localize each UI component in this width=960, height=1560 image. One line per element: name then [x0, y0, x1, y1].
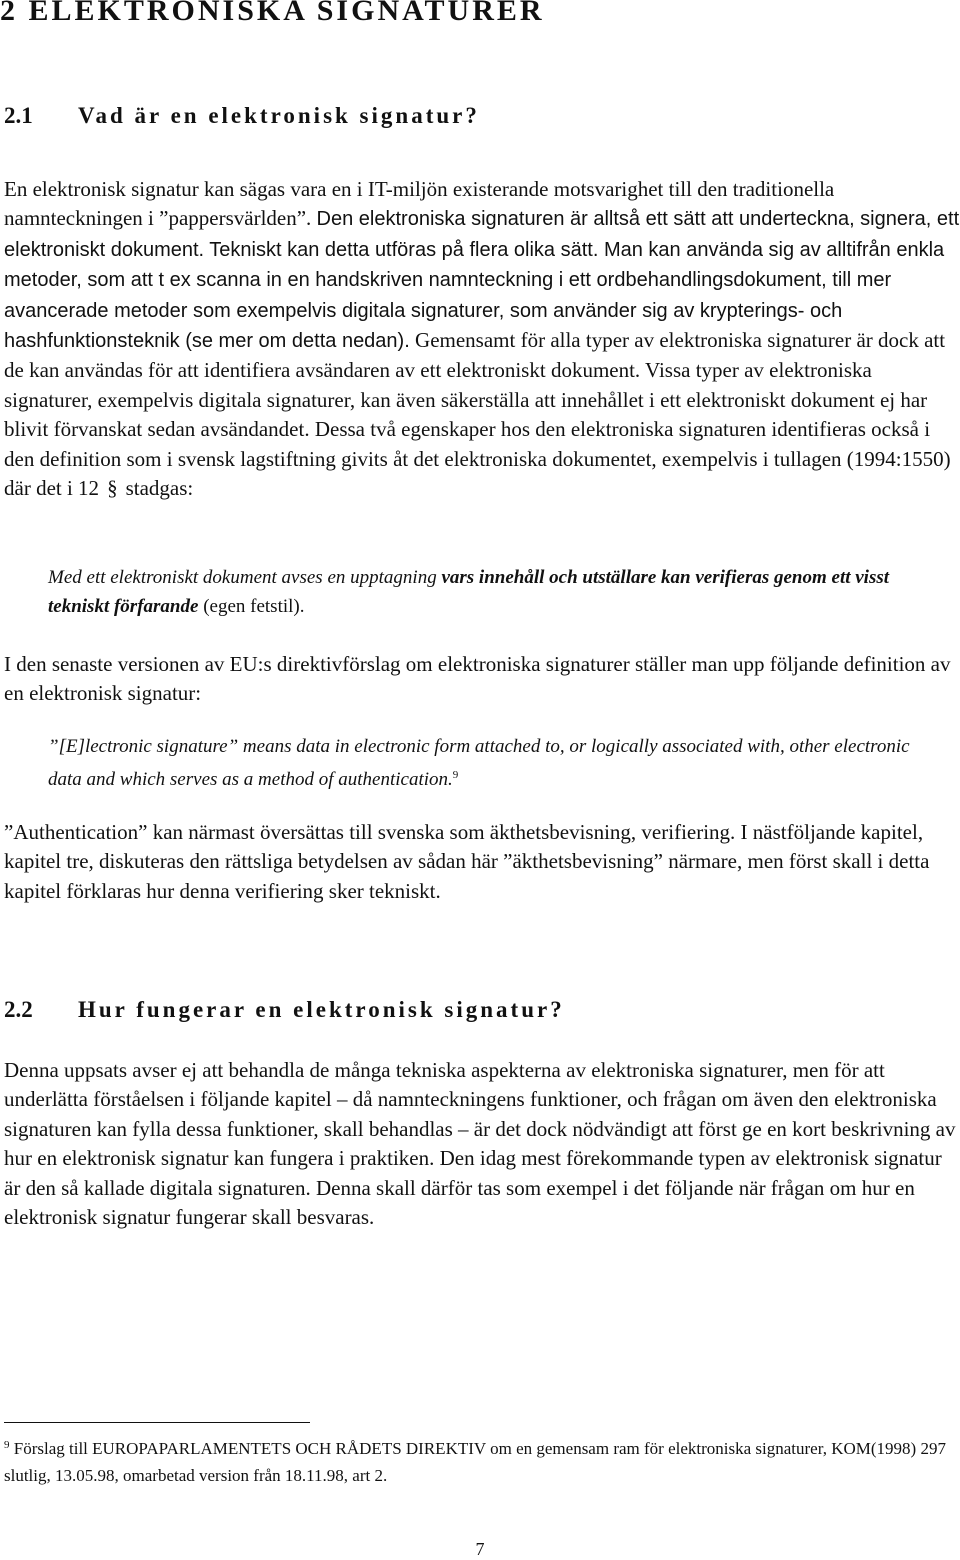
- paragraph-text: En elektronisk signatur kan sägas vara en i IT-miljön existerande motsvarighet till den traditionella namnteckningen i ”pappersvärlden”.: [4, 177, 835, 231]
- page-number: 7: [475, 1539, 485, 1559]
- footnote-number: 9: [4, 1439, 10, 1451]
- quote-tullagen: [48, 563, 948, 621]
- footnote-ref: 9: [452, 769, 459, 781]
- paragraph-text: stadgas:: [125, 476, 194, 501]
- section-sign: §: [107, 476, 118, 501]
- section-title: Hur fungerar en elektronisk signatur?: [78, 997, 565, 1022]
- section-number: 2.1: [4, 103, 33, 128]
- footnote-separator: [4, 1422, 310, 1423]
- section-heading-2-2: [4, 997, 565, 1023]
- quote-note: (egen fetstil).: [203, 596, 305, 617]
- chapter-heading: 2 ELEKTRONISKA SIGNATURER: [0, 0, 545, 27]
- paragraph-definition: [4, 175, 960, 503]
- paragraph-scope: Denna uppsats avser ej att behandla de många tekniska aspekterna av elektroniska signaturer, men för att underlätta förståelsen i följande kapitel – då namnteckningens funktioner, och frågan om även den elektroniska signaturen kan fylla dessa funktioner, skall behandlas – är det dock nödvändigt att först ge en kort beskrivning av hur en elektronisk signatur kan fungera i praktiken. Den idag mest förekommande typen av elektronisk signatur är den så kallade digitala signaturen. Denna skall därför tas som exempel i det följande när frågan om hur en elektronisk signatur fungerar skall besvaras.: [4, 1058, 956, 1230]
- section-number: 2.2: [4, 997, 33, 1022]
- paragraph-text-sans: Den elektroniska signaturen är alltså ett sätt att underteckna, signera, ett elektroniskt dokument. Tekniskt kan detta utföras på flera olika sätt. Man kan använda sig av alltifrån enkla metoder, som att t ex scanna in en handskriven namnteckning i ett ordbehandlingsdokument, till mer avancerade metoder som exempelvis digitala signaturer, som använder sig av krypterings- och hashfunktionsteknik (se mer om detta nedan).: [4, 208, 960, 353]
- quote-italic: Med ett elektroniskt dokument avses en upptagning: [48, 567, 437, 588]
- section-heading-2-1: [4, 103, 480, 129]
- paragraph-authentication: ”Authentication” kan närmast översättas till svenska som äkthetsbevisning, verifiering. I nästföljande kapitel, kapitel tre, diskuteras den rättsliga betydelsen av sådan här ”äkthetsbevisning” närmare, men först skall i detta kapitel förklaras hur denna verifiering sker tekniskt.: [4, 820, 930, 903]
- section-title: Vad är en elektronisk signatur?: [78, 103, 480, 128]
- quote-eu-definition: [48, 732, 948, 794]
- quote-text: ”[E]lectronic signature” means data in electronic form attached to, or logically associated with, other electronic data and which serves as a method of authentication.: [48, 736, 910, 790]
- footnote-text: Förslag till EUROPAPARLAMENTETS OCH RÅDETS DIREKTIV om en gemensam ram för elektroniska signaturer, KOM(1998) 297 slutlig, 13.05.98, omarbetad version från 18.11.98, art 2.: [4, 1439, 946, 1485]
- paragraph-eu-directive: I den senaste versionen av EU:s direktivförslag om elektroniska signaturer ställer man upp följande definition av en elektronisk signatur:: [4, 652, 951, 706]
- paragraph-text: Gemensamt för alla typer av elektroniska signaturer är dock att de kan användas för att identifiera avsändaren av ett elektroniskt dokument. Vissa typer av elektroniska signaturer, exempelvis digitala signaturer, kan även säkerställa att innehållet i ett elektroniskt dokument ej har blivit förvanskat sedan avsändandet. Dessa två egenskaper hos den elektroniska signaturen identifieras också i den definition som i svensk lagstiftning givits åt det elektroniska dokumentet, exempelvis i tullagen (1994:1550) där det i 12: [4, 328, 951, 501]
- quote-bold-italic: vars innehåll och utställare kan verifieras genom ett visst tekniskt förfarande: [48, 567, 890, 617]
- footnote: [4, 1432, 954, 1489]
